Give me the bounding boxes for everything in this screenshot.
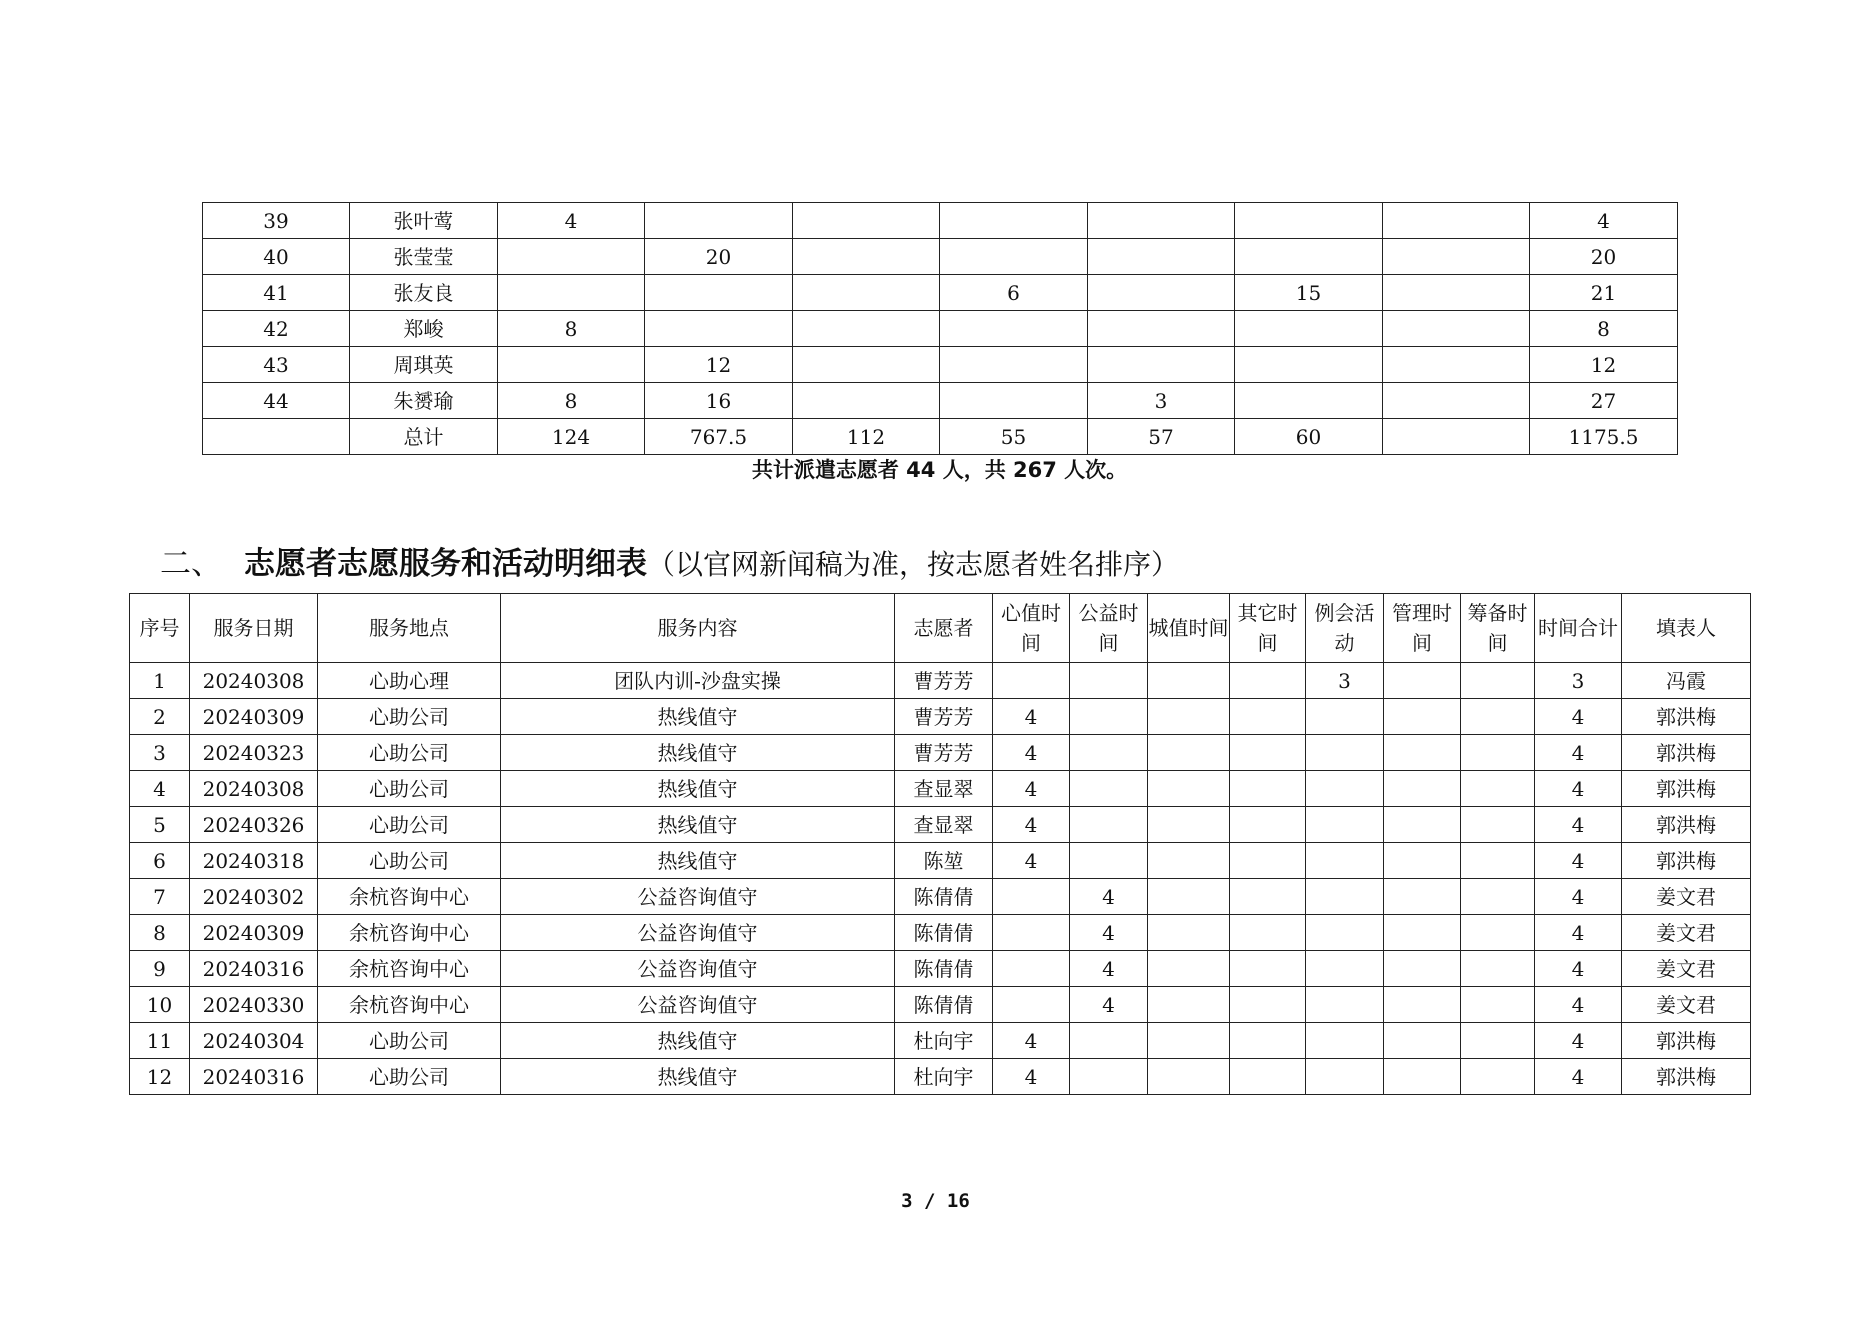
table-row (130, 807, 1751, 843)
table-cell: 112 (793, 419, 940, 455)
table-cell: 郭洪梅 (1622, 699, 1751, 735)
detail-table-header (130, 594, 1751, 663)
table-cell: 冯霞 (1622, 663, 1751, 699)
table-cell (1148, 735, 1230, 771)
table-cell: 心助公司 (318, 1059, 501, 1095)
table-cell (1088, 239, 1235, 275)
table-cell: 曹芳芳 (895, 699, 993, 735)
table-cell: 公益咨询值守 (501, 951, 895, 987)
table-cell: 20240318 (190, 843, 318, 879)
table-cell (1384, 735, 1461, 771)
table-cell (1383, 311, 1530, 347)
table-cell: 3 (130, 735, 190, 771)
table-cell: 余杭咨询中心 (318, 951, 501, 987)
table-cell: 余杭咨询中心 (318, 987, 501, 1023)
column-header: 心值时间 (993, 594, 1070, 663)
table-cell: 11 (130, 1023, 190, 1059)
table-cell: 20240326 (190, 807, 318, 843)
table-cell (1070, 663, 1148, 699)
table-cell: 6 (130, 843, 190, 879)
table-row (130, 1023, 1751, 1059)
column-header: 其它时间 (1230, 594, 1306, 663)
table-cell: 15 (1235, 275, 1383, 311)
table-cell: 42 (203, 311, 350, 347)
table-cell: 4 (993, 735, 1070, 771)
section-subtitle: （以官网新闻稿为准，按志愿者姓名排序） (647, 548, 1180, 581)
table-cell (1070, 735, 1148, 771)
table-cell (1384, 771, 1461, 807)
table-cell (1148, 807, 1230, 843)
table-cell: 12 (1530, 347, 1678, 383)
table-cell (1148, 879, 1230, 915)
table-cell (1148, 699, 1230, 735)
table-cell (793, 203, 940, 239)
table-cell: 4 (1070, 951, 1148, 987)
table-cell (1306, 1023, 1384, 1059)
table-cell: 20 (1530, 239, 1678, 275)
table-cell (1306, 915, 1384, 951)
table-cell: 陈倩倩 (895, 951, 993, 987)
section-title: 志愿者志愿服务和活动明细表 (244, 546, 647, 582)
detail-table-body (130, 663, 1751, 1095)
summary-table-row (203, 347, 1678, 383)
table-cell (1461, 699, 1535, 735)
table-cell (1230, 1023, 1306, 1059)
table-cell (1070, 1023, 1148, 1059)
table-cell (793, 311, 940, 347)
table-cell: 公益咨询值守 (501, 915, 895, 951)
table-cell (1384, 879, 1461, 915)
table-cell (1070, 807, 1148, 843)
table-row (130, 663, 1751, 699)
table-cell (498, 275, 645, 311)
summary-table-row (203, 311, 1678, 347)
table-cell: 杜向宇 (895, 1059, 993, 1095)
column-header: 管理时间 (1384, 594, 1461, 663)
table-cell (1383, 383, 1530, 419)
table-cell: 4 (498, 203, 645, 239)
table-cell (1235, 383, 1383, 419)
table-cell: 767.5 (645, 419, 793, 455)
table-cell: 8 (498, 383, 645, 419)
table-cell (793, 239, 940, 275)
summary-table-row (203, 239, 1678, 275)
table-cell: 7 (130, 879, 190, 915)
table-row (130, 879, 1751, 915)
table-cell: 4 (1535, 699, 1622, 735)
table-cell: 44 (203, 383, 350, 419)
table-cell: 3 (1088, 383, 1235, 419)
table-cell: 4 (993, 771, 1070, 807)
table-cell (1306, 1059, 1384, 1095)
table-cell: 热线值守 (501, 699, 895, 735)
table-cell: 心助公司 (318, 771, 501, 807)
table-cell (1088, 311, 1235, 347)
table-cell: 4 (1535, 1023, 1622, 1059)
table-cell (1230, 843, 1306, 879)
table-cell: 张友良 (350, 275, 498, 311)
table-cell: 12 (130, 1059, 190, 1095)
table-cell: 姜文君 (1622, 987, 1751, 1023)
table-cell: 4 (1535, 1059, 1622, 1095)
table-cell: 20240308 (190, 663, 318, 699)
table-cell: 心助公司 (318, 807, 501, 843)
table-cell: 郑峻 (350, 311, 498, 347)
table-cell: 郭洪梅 (1622, 807, 1751, 843)
table-cell: 热线值守 (501, 1059, 895, 1095)
table-cell: 姜文君 (1622, 879, 1751, 915)
table-cell (1461, 915, 1535, 951)
table-cell: 4 (1535, 771, 1622, 807)
table-cell: 陈倩倩 (895, 915, 993, 951)
table-cell (993, 663, 1070, 699)
table-cell (993, 879, 1070, 915)
table-cell (1148, 951, 1230, 987)
table-row (130, 843, 1751, 879)
table-cell (1461, 879, 1535, 915)
table-cell (1148, 915, 1230, 951)
table-row (130, 735, 1751, 771)
table-cell (1088, 347, 1235, 383)
table-cell: 4 (1070, 879, 1148, 915)
table-cell (1148, 771, 1230, 807)
table-cell: 8 (1530, 311, 1678, 347)
table-cell (940, 383, 1088, 419)
column-header: 例会活动 (1306, 594, 1384, 663)
table-cell: 20240316 (190, 1059, 318, 1095)
table-cell: 4 (1535, 843, 1622, 879)
table-cell (645, 275, 793, 311)
table-cell (940, 311, 1088, 347)
column-header: 筹备时间 (1461, 594, 1535, 663)
table-cell (498, 239, 645, 275)
table-cell (993, 915, 1070, 951)
table-cell: 20 (645, 239, 793, 275)
table-row (130, 1059, 1751, 1095)
table-cell: 心助公司 (318, 699, 501, 735)
table-cell: 43 (203, 347, 350, 383)
table-cell: 9 (130, 951, 190, 987)
table-row (130, 699, 1751, 735)
table-cell (1383, 419, 1530, 455)
table-cell (1230, 699, 1306, 735)
table-cell (793, 383, 940, 419)
table-cell: 热线值守 (501, 807, 895, 843)
table-cell (645, 203, 793, 239)
table-cell (1384, 699, 1461, 735)
table-cell (1461, 735, 1535, 771)
column-header: 时间合计 (1535, 594, 1622, 663)
column-header: 公益时间 (1070, 594, 1148, 663)
table-cell: 12 (645, 347, 793, 383)
table-cell (1230, 915, 1306, 951)
table-cell: 曹芳芳 (895, 663, 993, 699)
page-number: 3 / 16 (901, 1190, 970, 1212)
table-cell: 张莹莹 (350, 239, 498, 275)
summary-table-row (203, 419, 1678, 455)
table-row (130, 771, 1751, 807)
table-cell: 57 (1088, 419, 1235, 455)
table-cell (1070, 1059, 1148, 1095)
table-cell: 16 (645, 383, 793, 419)
table-cell: 姜文君 (1622, 951, 1751, 987)
table-cell (203, 419, 350, 455)
table-cell: 27 (1530, 383, 1678, 419)
table-cell (1384, 1059, 1461, 1095)
header-row (130, 594, 1751, 663)
table-cell (1306, 699, 1384, 735)
table-cell: 公益咨询值守 (501, 987, 895, 1023)
table-cell (1383, 239, 1530, 275)
table-cell: 4 (1530, 203, 1678, 239)
table-cell: 4 (993, 699, 1070, 735)
table-cell (1306, 987, 1384, 1023)
table-row (130, 951, 1751, 987)
table-cell: 陈倩倩 (895, 987, 993, 1023)
table-row (130, 915, 1751, 951)
table-cell (1230, 663, 1306, 699)
table-cell (1070, 771, 1148, 807)
table-cell: 心助公司 (318, 843, 501, 879)
table-cell: 曹芳芳 (895, 735, 993, 771)
table-cell: 心助公司 (318, 735, 501, 771)
table-cell: 21 (1530, 275, 1678, 311)
table-cell: 4 (1535, 987, 1622, 1023)
column-header: 服务地点 (318, 594, 501, 663)
table-cell: 10 (130, 987, 190, 1023)
table-cell (1230, 951, 1306, 987)
table-cell (1235, 239, 1383, 275)
column-header: 序号 (130, 594, 190, 663)
table-cell: 1 (130, 663, 190, 699)
column-header: 志愿者 (895, 594, 993, 663)
table-cell (1461, 951, 1535, 987)
table-cell (1148, 843, 1230, 879)
table-cell: 4 (1535, 915, 1622, 951)
table-cell: 2 (130, 699, 190, 735)
table-cell: 40 (203, 239, 350, 275)
table-cell (1088, 275, 1235, 311)
table-cell: 6 (940, 275, 1088, 311)
table-cell (1384, 663, 1461, 699)
table-cell (1230, 879, 1306, 915)
table-cell: 41 (203, 275, 350, 311)
service-detail-table (129, 593, 1751, 1095)
table-cell (1461, 663, 1535, 699)
section-heading (160, 538, 1179, 583)
table-cell (1230, 987, 1306, 1023)
table-cell (1461, 807, 1535, 843)
section-number: 二、 (160, 546, 222, 582)
table-cell: 心助公司 (318, 1023, 501, 1059)
table-cell (1306, 807, 1384, 843)
table-cell (1384, 1023, 1461, 1059)
table-cell (1461, 771, 1535, 807)
table-cell: 20240302 (190, 879, 318, 915)
table-cell (1148, 1059, 1230, 1095)
table-cell: 查显翠 (895, 771, 993, 807)
table-cell (793, 275, 940, 311)
table-row (130, 987, 1751, 1023)
table-cell (645, 311, 793, 347)
table-cell (1148, 663, 1230, 699)
table-cell: 朱赟瑜 (350, 383, 498, 419)
table-cell: 20240309 (190, 915, 318, 951)
table-cell: 郭洪梅 (1622, 1059, 1751, 1095)
table-cell (1088, 203, 1235, 239)
table-cell (1306, 735, 1384, 771)
table-cell: 5 (130, 807, 190, 843)
column-header: 服务日期 (190, 594, 318, 663)
table-cell: 张叶莺 (350, 203, 498, 239)
table-cell: 8 (130, 915, 190, 951)
table-cell (1461, 843, 1535, 879)
summary-table-body (203, 203, 1678, 455)
table-cell: 团队内训-沙盘实操 (501, 663, 895, 699)
table-cell: 39 (203, 203, 350, 239)
table-cell: 郭洪梅 (1622, 771, 1751, 807)
table-cell (1235, 203, 1383, 239)
table-cell: 55 (940, 419, 1088, 455)
table-cell (940, 239, 1088, 275)
table-cell: 公益咨询值守 (501, 879, 895, 915)
table-cell: 余杭咨询中心 (318, 879, 501, 915)
table-cell (1306, 771, 1384, 807)
table-cell: 4 (1535, 951, 1622, 987)
table-cell: 4 (1535, 735, 1622, 771)
table-cell (1306, 843, 1384, 879)
table-cell (1384, 915, 1461, 951)
table-cell: 4 (993, 807, 1070, 843)
table-cell: 4 (993, 1023, 1070, 1059)
table-cell (1383, 203, 1530, 239)
table-cell (1306, 951, 1384, 987)
table-cell (993, 951, 1070, 987)
table-cell (1148, 1023, 1230, 1059)
table-cell (1461, 1059, 1535, 1095)
table-cell (1070, 699, 1148, 735)
table-cell (1383, 347, 1530, 383)
table-cell (1306, 879, 1384, 915)
table-cell (1384, 807, 1461, 843)
table-cell: 杜向宇 (895, 1023, 993, 1059)
table-cell (1384, 951, 1461, 987)
table-cell: 4 (130, 771, 190, 807)
table-cell: 陈倩倩 (895, 879, 993, 915)
table-cell: 陈堃 (895, 843, 993, 879)
summary-table-row (203, 203, 1678, 239)
table-cell: 4 (993, 843, 1070, 879)
table-cell (940, 203, 1088, 239)
table-cell (498, 347, 645, 383)
table-cell: 20240316 (190, 951, 318, 987)
table-cell (1384, 843, 1461, 879)
table-cell (1384, 987, 1461, 1023)
table-cell: 20240323 (190, 735, 318, 771)
table-cell: 20240330 (190, 987, 318, 1023)
summary-table-row (203, 383, 1678, 419)
table-cell (1235, 311, 1383, 347)
table-cell (793, 347, 940, 383)
table-cell: 郭洪梅 (1622, 735, 1751, 771)
table-cell: 20240308 (190, 771, 318, 807)
table-cell: 3 (1306, 663, 1384, 699)
table-cell: 查显翠 (895, 807, 993, 843)
column-header: 服务内容 (501, 594, 895, 663)
table-cell (1230, 807, 1306, 843)
table-cell (993, 987, 1070, 1023)
volunteer-hours-summary-table (202, 202, 1678, 455)
table-cell: 姜文君 (1622, 915, 1751, 951)
table-cell (940, 347, 1088, 383)
table-cell: 4 (1535, 879, 1622, 915)
table-cell: 周琪英 (350, 347, 498, 383)
table-cell: 4 (993, 1059, 1070, 1095)
table-cell: 郭洪梅 (1622, 843, 1751, 879)
table-cell (1148, 987, 1230, 1023)
column-header: 城值时间 (1148, 594, 1230, 663)
table-cell: 20240304 (190, 1023, 318, 1059)
column-header: 填表人 (1622, 594, 1751, 663)
table-cell: 20240309 (190, 699, 318, 735)
table-cell (1461, 1023, 1535, 1059)
table-cell: 4 (1070, 987, 1148, 1023)
summary-table-row (203, 275, 1678, 311)
table-cell: 8 (498, 311, 645, 347)
table-cell: 60 (1235, 419, 1383, 455)
table-cell: 热线值守 (501, 771, 895, 807)
table-cell: 热线值守 (501, 843, 895, 879)
table-cell: 124 (498, 419, 645, 455)
table-cell: 4 (1070, 915, 1148, 951)
table-cell: 4 (1535, 807, 1622, 843)
summary-note: 共计派遣志愿者 44 人，共 267 人次。 (751, 458, 1128, 482)
table-cell (1230, 735, 1306, 771)
table-cell (1383, 275, 1530, 311)
table-cell (1230, 1059, 1306, 1095)
table-cell: 总计 (350, 419, 498, 455)
table-cell: 心助心理 (318, 663, 501, 699)
table-cell (1230, 771, 1306, 807)
table-cell: 1175.5 (1530, 419, 1678, 455)
table-cell: 3 (1535, 663, 1622, 699)
table-cell: 郭洪梅 (1622, 1023, 1751, 1059)
table-cell (1235, 347, 1383, 383)
table-cell: 热线值守 (501, 735, 895, 771)
table-cell (1070, 843, 1148, 879)
table-cell: 热线值守 (501, 1023, 895, 1059)
table-cell (1461, 987, 1535, 1023)
table-cell: 余杭咨询中心 (318, 915, 501, 951)
